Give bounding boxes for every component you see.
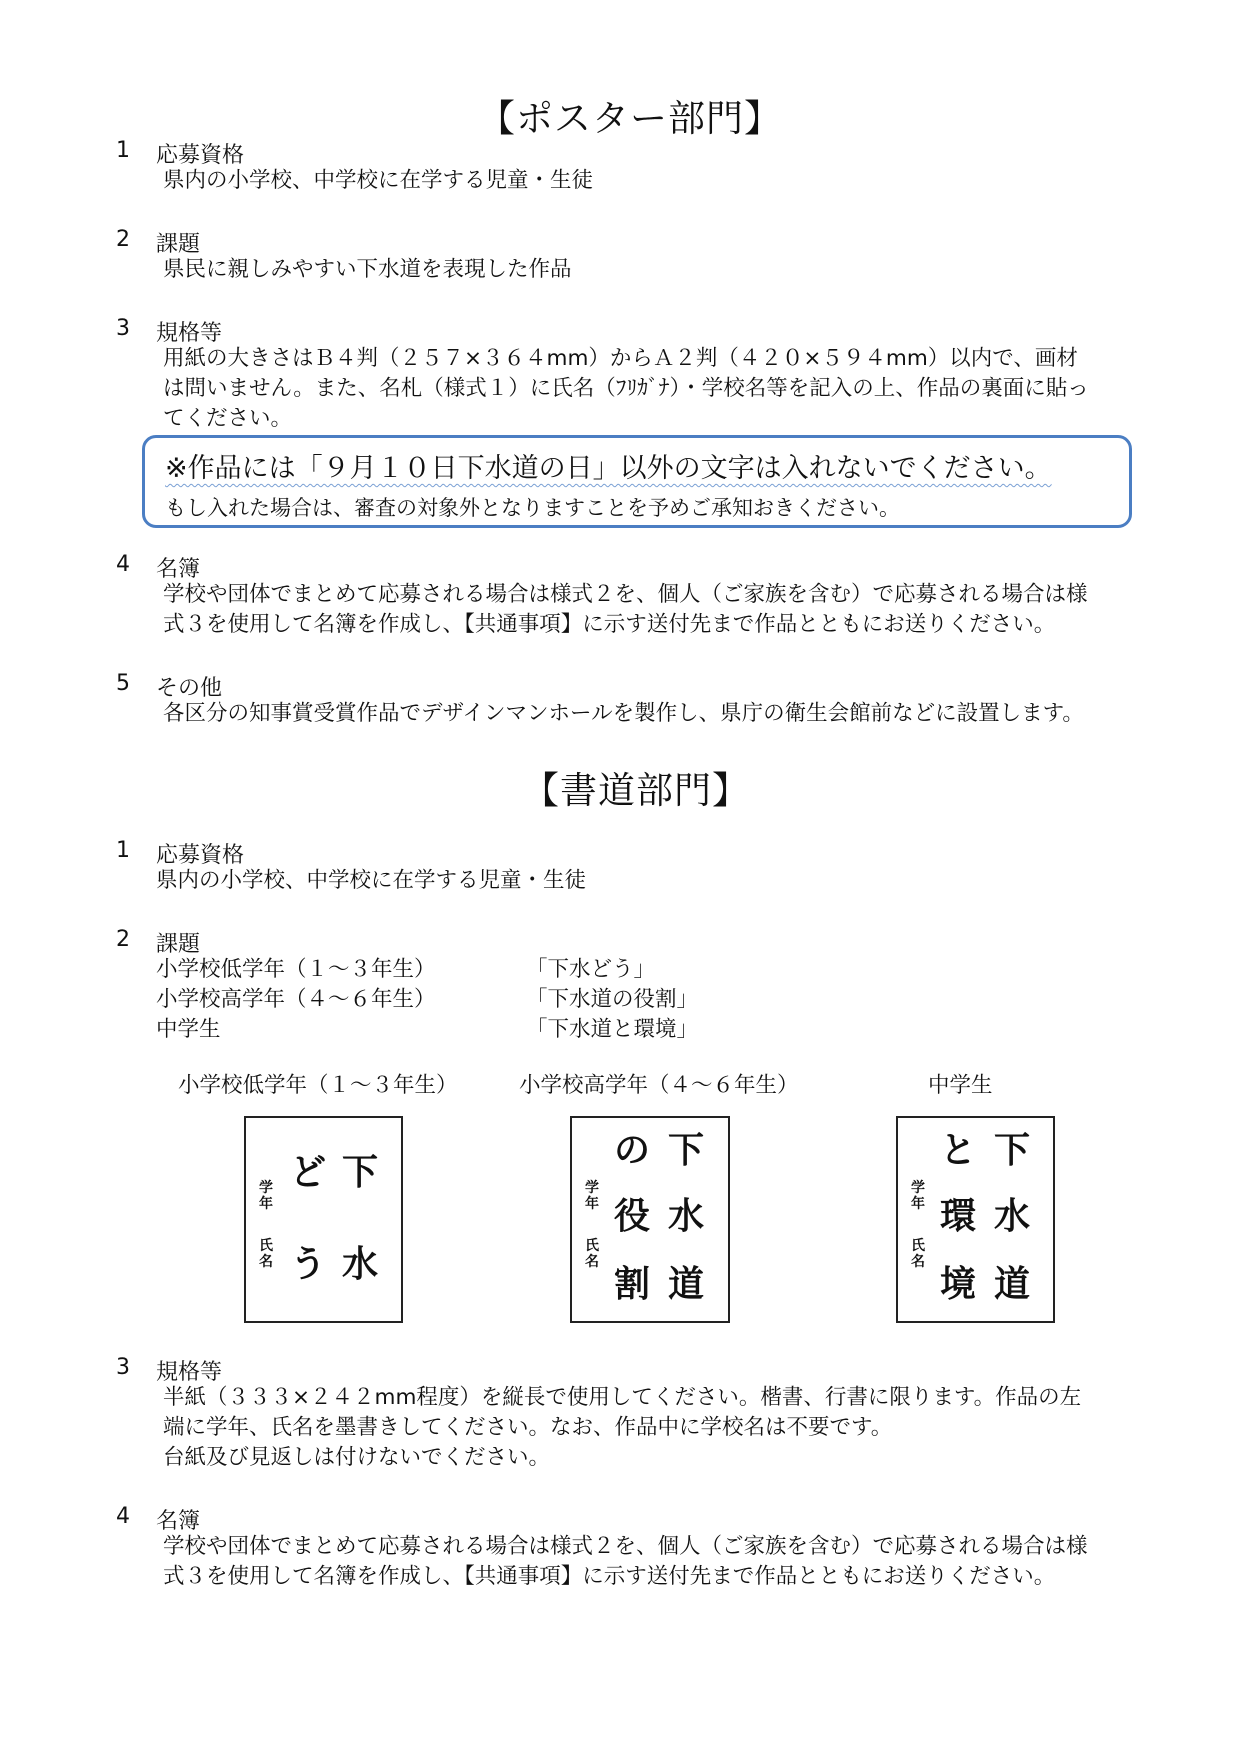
shodo-heading: 【書道部門】 [522, 769, 750, 812]
poster-item-5-label: その他 [156, 676, 223, 701]
subject-theme-3: 「下水道と環境」 [526, 1017, 699, 1042]
example-2-name-label: 氏 名 [585, 1238, 599, 1270]
example-1-char: 水 [342, 1243, 379, 1285]
example-3-name-label: 氏 名 [911, 1238, 925, 1270]
shodo-item-3-line-2: 端に学年、氏名を墨書きしてください。なお、作品中に学校名は不要です。 [163, 1415, 893, 1440]
notice-box [142, 435, 1132, 528]
poster-item-3-label: 規格等 [156, 321, 223, 346]
subject-grade-3: 中学生 [156, 1017, 221, 1042]
shodo-item-3-num: 3 [116, 1355, 130, 1380]
example-3-char: 境 [940, 1263, 977, 1305]
poster-item-4-num: 4 [116, 552, 130, 577]
shodo-item-2-num: 2 [116, 927, 130, 952]
poster-item-4-label: 名簿 [156, 557, 201, 582]
shodo-item-2-label: 課題 [156, 932, 201, 957]
shodo-item-4-num: 4 [116, 1504, 130, 1529]
shodo-item-4-line-1: 学校や団体でまとめて応募される場合は様式２を、個人（ご家族を含む）で応募される場合は様 [163, 1534, 1088, 1559]
poster-item-3-line-3: てください。 [163, 406, 293, 431]
poster-item-4-line-2: 式３を使用して名簿を作成し、【共通事項】に示す送付先まで作品とともにお送りください。 [163, 612, 1056, 637]
example-3-char: 下 [994, 1129, 1031, 1171]
example-2-char: 割 [614, 1263, 651, 1305]
example-caption-3: 中学生 [928, 1073, 993, 1098]
example-2-char: 水 [668, 1195, 705, 1237]
notice-main-text: ※作品には「９月１０日下水道の日」以外の文字は入れないでください。 [165, 453, 1052, 484]
example-1-name-label: 氏 名 [259, 1238, 273, 1270]
example-3-char: 水 [994, 1195, 1031, 1237]
notice-sub-text: もし入れた場合は、審査の対象外となりますことを予めご承知おきください。 [165, 496, 900, 520]
example-1-char: ど [290, 1151, 327, 1193]
shodo-item-3-label: 規格等 [156, 1360, 223, 1385]
shodo-item-4-label: 名簿 [156, 1509, 201, 1534]
poster-item-5-num: 5 [116, 671, 130, 696]
example-2-grade-label: 学 年 [585, 1180, 599, 1212]
subject-theme-2: 「下水道の役割」 [526, 987, 699, 1012]
example-3-char: 道 [994, 1263, 1031, 1305]
example-3-grade-label: 学 年 [911, 1180, 925, 1212]
example-1-char: 下 [342, 1151, 379, 1193]
poster-item-5-text: 各区分の知事賞受賞作品でデザインマンホールを製作し、県庁の衛生会館前などに設置します。 [163, 701, 1084, 726]
poster-item-1-label: 応募資格 [156, 143, 245, 168]
example-3-char: と [940, 1129, 977, 1171]
subject-theme-1: 「下水どう」 [526, 957, 656, 982]
example-caption-1: 小学校低学年（１～３年生） [178, 1073, 458, 1098]
poster-item-2-num: 2 [116, 227, 130, 252]
example-2-char: 道 [668, 1263, 705, 1305]
poster-item-2-text: 県民に親しみやすい下水道を表現した作品 [163, 257, 572, 282]
poster-item-1-text: 県内の小学校、中学校に在学する児童・生徒 [163, 168, 594, 193]
shodo-item-1-text: 県内の小学校、中学校に在学する児童・生徒 [156, 868, 587, 893]
poster-item-2-label: 課題 [156, 232, 201, 257]
example-1-grade-label: 学 年 [259, 1180, 273, 1212]
example-3-char: 環 [940, 1195, 977, 1237]
example-1-char: う [290, 1243, 327, 1285]
poster-item-4-line-1: 学校や団体でまとめて応募される場合は様式２を、個人（ご家族を含む）で応募される場合は様 [163, 582, 1088, 607]
poster-item-3-num: 3 [116, 316, 130, 341]
poster-item-1-num: 1 [116, 138, 130, 163]
poster-heading: 【ポスター部門】 [478, 97, 782, 140]
calligraphy-example-2 [570, 1116, 730, 1323]
shodo-item-4-line-2: 式３を使用して名簿を作成し、【共通事項】に示す送付先まで作品とともにお送りください。 [163, 1564, 1056, 1589]
shodo-item-3-line-3: 台紙及び見返しは付けないでください。 [163, 1445, 551, 1470]
subject-grade-2: 小学校高学年（４～６年生） [156, 987, 436, 1012]
poster-item-3-line-1: 用紙の大きさはＢ４判（２５７×３６４mm）からＡ２判（４２０×５９４mm）以内で、画材 [163, 346, 1078, 371]
example-2-char: 下 [668, 1129, 705, 1171]
example-caption-2: 小学校高学年（４～６年生） [519, 1073, 799, 1098]
example-2-char: 役 [614, 1195, 651, 1237]
calligraphy-example-1 [244, 1116, 403, 1323]
shodo-item-1-num: 1 [116, 838, 130, 863]
shodo-item-1-label: 応募資格 [156, 843, 245, 868]
poster-item-3-line-2: は問いません。また、名札（様式１）に氏名（ﾌﾘｶﾞﾅ）・学校名等を記入の上、作品の裏面に貼っ [163, 376, 1089, 401]
calligraphy-example-3 [896, 1116, 1055, 1323]
shodo-item-3-line-1: 半紙（３３３×２４２mm程度）を縦長で使用してください。楷書、行書に限ります。作品の左 [163, 1385, 1082, 1410]
subject-grade-1: 小学校低学年（１～３年生） [156, 957, 436, 982]
example-2-char: の [614, 1129, 651, 1171]
